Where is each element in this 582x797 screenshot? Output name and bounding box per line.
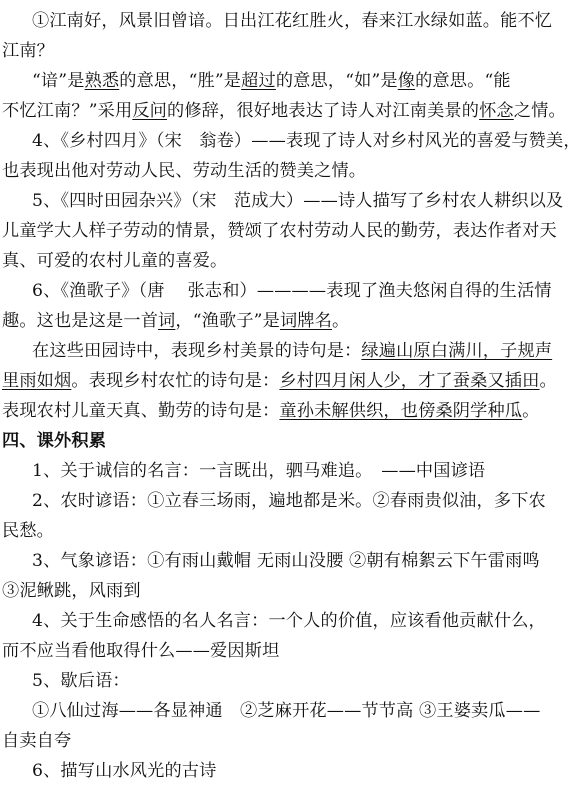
text-segment: 不忆江南？”采用: [2, 101, 133, 121]
text-segment: 的修辞，很好地表达了诗人对江南美景的: [167, 101, 480, 121]
text-segment: 儿童学大人样子劳动的情景，赞颂了农村劳动人民的勤劳，表达作者对天: [2, 221, 557, 241]
underlined-term: 反问: [132, 101, 167, 121]
underlined-term: 像: [397, 71, 416, 91]
underlined-term: 词牌名: [279, 311, 332, 331]
text-line: [0, 366, 582, 396]
text-line: [0, 726, 582, 756]
text-line: [0, 576, 582, 606]
text-segment: 自卖自夸: [2, 731, 72, 751]
underlined-poem-line: 童孙未解供织，也傍桑阴学种瓜: [279, 401, 523, 421]
underlined-term: 怀念: [479, 101, 514, 121]
text-segment: 也表现出他对劳动人民、劳动生活的赞美之情。: [2, 161, 367, 181]
text-segment: ①八仙过海——各显神通 ②芝麻开花——节节高 ③王婆卖瓜——: [32, 701, 541, 721]
underlined-term: 超过: [241, 71, 276, 91]
text-line: [0, 306, 582, 336]
text-segment: ①江南好，风景旧曾谙。日出江花红胜火，春来江水绿如蓝。能不忆: [32, 11, 553, 31]
text-segment: 4、《乡村四月》（宋 翁卷）——表现了诗人对乡村风光的喜爱与赞美，: [32, 131, 581, 151]
text-line: [0, 516, 582, 546]
text-line: [0, 186, 582, 216]
text-segment: 。: [539, 371, 557, 391]
text-line: [0, 246, 582, 276]
text-segment: 2、农时谚语：①立春三场雨，遍地都是米。②春雨贵似油，多下农: [32, 491, 546, 511]
text-segment: 表现农村儿童天真、勤劳的诗句是：: [2, 401, 280, 421]
text-segment: 的意思。“能: [415, 71, 511, 91]
underlined-poem-line: 里雨如烟: [2, 371, 72, 391]
text-segment: 真、可爱的农村儿童的喜爱。: [2, 251, 228, 271]
text-segment: 江南？: [2, 41, 55, 61]
text-line: [0, 666, 582, 696]
text-segment: 1、关于诚信的名言：一言既出，驷马难追。 ——中国谚语: [32, 461, 486, 481]
text-segment: ，“渔歌子”是: [175, 311, 280, 331]
text-line: [0, 546, 582, 576]
text-segment: 。: [522, 401, 540, 421]
text-segment: 趣。这也是这是一首: [2, 311, 159, 331]
text-segment: 。: [331, 311, 350, 331]
text-segment: 的意思，“如”是: [275, 71, 398, 91]
text-segment: 6、《渔歌子》（唐 张志和）————表现了渔夫悠闲自得的生活情: [32, 281, 552, 301]
underlined-term: 熟悉: [84, 71, 120, 91]
text-line: [0, 636, 582, 666]
text-line: [0, 696, 582, 726]
underlined-poem-line: 绿遍山原白满川，子规声: [361, 341, 553, 361]
text-segment: 而不应当看他取得什么——爱因斯坦: [2, 641, 280, 661]
text-segment: 民愁。: [2, 521, 55, 541]
text-line: [0, 96, 582, 126]
text-line: [0, 486, 582, 516]
text-line: [0, 456, 582, 486]
text-segment: 6、描写山水风光的古诗: [32, 761, 217, 781]
text-segment: 3、气象谚语：①有雨山戴帽 无雨山没腰 ②朝有棉絮云下午雷雨鸣: [32, 551, 540, 571]
section-heading: [0, 426, 582, 456]
text-line: [0, 6, 582, 36]
text-line: [0, 66, 582, 96]
text-line: [0, 156, 582, 186]
text-line: [0, 36, 582, 66]
text-line: [0, 396, 582, 426]
text-segment: ③泥鳅跳，风雨到: [2, 581, 141, 601]
text-line: [0, 606, 582, 636]
section-heading-text: 四、课外积累: [2, 431, 107, 451]
text-segment: 之情。: [513, 101, 566, 121]
underlined-poem-line: 乡村四月闲人少，才了蚕桑又插田: [279, 371, 540, 391]
text-segment: 5、歇后语：: [32, 671, 130, 691]
text-segment: 4、关于生命感悟的名人名言：一个人的价值，应该看他贡献什么，: [32, 611, 546, 631]
text-line: [0, 216, 582, 246]
text-segment: 。表现乡村农忙的诗句是：: [71, 371, 280, 391]
text-segment: 在这些田园诗中，表现乡村美景的诗句是：: [32, 341, 362, 361]
text-segment: “谙”是: [32, 71, 85, 91]
text-line: [0, 756, 582, 786]
text-line: [0, 336, 582, 366]
text-line: [0, 276, 582, 306]
text-segment: 5、《四时田园杂兴》（宋 范成大）——诗人描写了乡村农人耕织以及: [32, 191, 564, 211]
text-segment: 的意思，“胜”是: [119, 71, 242, 91]
text-line: [0, 126, 582, 156]
underlined-term: 词: [158, 311, 176, 331]
